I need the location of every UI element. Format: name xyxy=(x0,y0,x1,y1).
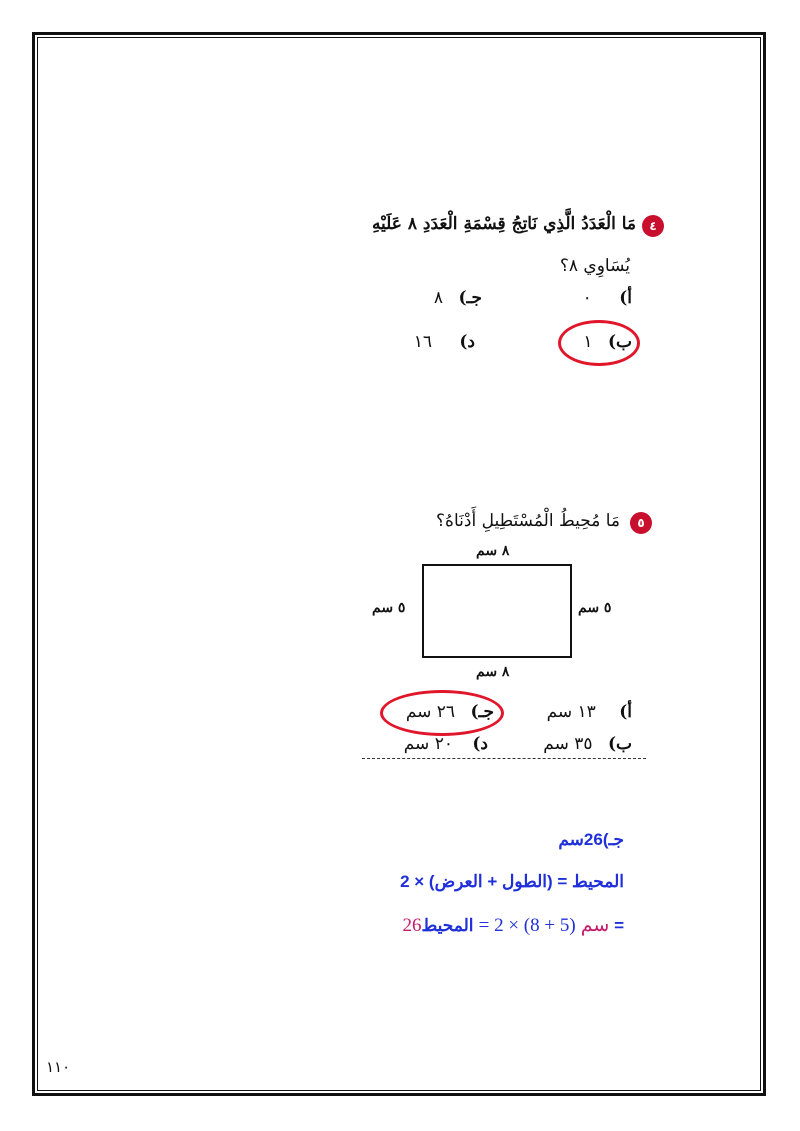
q5-option-a xyxy=(547,702,632,722)
rectangle-figure xyxy=(422,564,572,658)
solution-answer: جـ)26سم xyxy=(558,830,624,849)
question-4-badge: ٤ xyxy=(642,215,664,237)
q4-option-c-value: ٨ xyxy=(433,288,444,308)
q5-option-b-value: ٣٥ سم xyxy=(543,734,593,754)
rect-dim-bottom: ٨ سم xyxy=(476,664,510,680)
q5-selected-circle xyxy=(380,690,504,736)
q4-option-d xyxy=(414,332,475,352)
page-border-inner xyxy=(37,37,761,1091)
q5-option-c-value: ٢٦ سم xyxy=(405,702,456,722)
solution-calc-expr: (5 + 8) × 2 = xyxy=(478,915,576,936)
q5-option-a-letter: أ) xyxy=(619,702,632,722)
rect-dim-left: ٥ سم xyxy=(372,600,406,616)
q5-option-b-letter: ب) xyxy=(607,734,632,754)
q4-selected-circle xyxy=(558,320,640,366)
q4-option-c-letter: جـ) xyxy=(458,288,482,308)
q5-option-d xyxy=(404,734,488,754)
question-4-line2: يُسَاوِي ٨؟ xyxy=(559,256,630,276)
question-5-text: مَا مُحِيطُ الْمُسْتَطِيلِ أَدْنَاهُ؟ xyxy=(436,511,620,531)
q5-option-d-letter: د) xyxy=(472,734,488,754)
question-4-line1: مَا الْعَدَدُ الَّذِي نَاتِجُ قِسْمَةِ الْعَدَدِ ٨ عَلَيْهِ xyxy=(371,214,636,234)
dashed-divider xyxy=(362,758,646,759)
rect-dim-top: ٨ سم xyxy=(476,543,510,559)
solution-rule: المحيط = (الطول + العرض) × 2 xyxy=(400,872,624,891)
q4-option-a-letter: أ) xyxy=(619,288,632,308)
q4-option-d-letter: د) xyxy=(459,332,475,352)
q4-option-c xyxy=(434,288,482,308)
question-5-badge: ٥ xyxy=(630,512,652,534)
page-number: ١١٠ xyxy=(46,1058,71,1076)
q4-option-b-letter: ب) xyxy=(607,332,632,352)
q4-option-b-value: ١ xyxy=(583,332,593,352)
solution-calc xyxy=(403,914,624,937)
q5-option-a-value: ١٣ سم xyxy=(546,702,596,722)
q5-option-d-value: ٢٠ سم xyxy=(403,734,453,754)
q4-option-a-value: ٠ xyxy=(582,288,592,308)
solution-calc-result: 26سم xyxy=(402,915,610,936)
q5-option-c-letter: جـ) xyxy=(470,702,494,722)
q4-option-a xyxy=(583,288,632,308)
q5-option-b xyxy=(543,734,632,754)
rect-dim-right: ٥ سم xyxy=(578,600,612,616)
solution-calc-label: المحيط = xyxy=(421,916,624,935)
q4-option-d-value: ١٦ xyxy=(413,332,432,352)
